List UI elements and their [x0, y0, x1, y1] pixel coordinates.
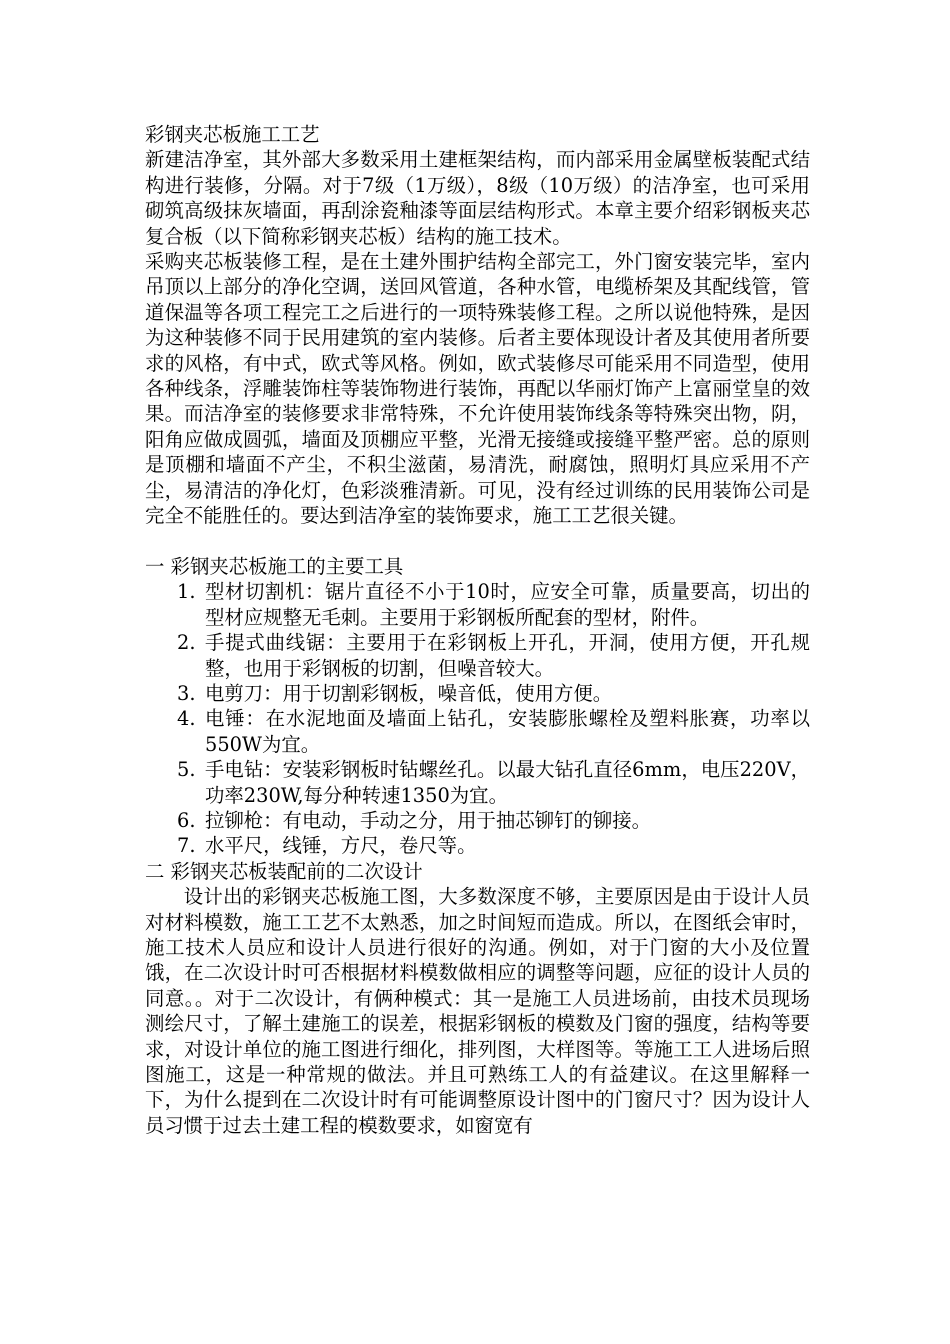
tool-item-number: 4. — [177, 707, 196, 731]
tool-item — [145, 808, 810, 833]
tool-list — [145, 579, 810, 858]
tool-item-number: 1. — [177, 580, 196, 604]
tool-item — [145, 706, 810, 757]
tool-item-text: 手提式曲线锯：主要用于在彩钢板上开孔，开洞，使用方便，开孔规整，也用于彩钢板的切割，但噪音较大。 — [205, 631, 810, 680]
tool-item — [145, 630, 810, 681]
tool-item — [145, 833, 810, 858]
tool-item-number: 2. — [177, 631, 196, 655]
tool-item-text: 型材切割机：锯片直径不小于10时，应安全可靠，质量要高，切出的型材应规整无毛刺。主要用于彩钢板所配套的型材，附件。 — [205, 580, 810, 629]
intro-paragraph-2: 采购夹芯板装修工程，是在土建外围护结构全部完工，外门窗安装完毕，室内吊顶以上部分的净化空调，送回风管道，各种水管，电缆桥架及其配线管，管道保温等各项工程完工之后进行的一项特殊装修工程。之所以说他特殊，是因为这种装修不同于民用建筑的室内装修。后者主要体现设计者及其使用者所要求的风格，有中式，欧式等风格。例如，欧式装修尽可能采用不同造型，使用各种线条，浮雕装饰柱等装饰物进行装饰，再配以华丽灯饰产上富丽堂皇的效果。而洁净室的装修要求非常特殊，不允许使用装饰线条等特殊突出物，阴，阳角应做成圆弧，墙面及顶棚应平整，光滑无接缝或接缝平整严密。总的原则是顶棚和墙面不产尘，不积尘滋菌，易清洗，耐腐蚀，照明灯具应采用不产尘，易清洁的净化灯，色彩淡雅清新。可见，没有经过训练的民用装饰公司是完全不能胜任的。要达到洁净室的装饰要求，施工工艺很关键。 — [145, 250, 810, 528]
tool-item-text: 电锤：在水泥地面及墙面上钻孔，安装膨胀螺栓及塑料胀赛，功率以550W为宜。 — [205, 707, 810, 756]
tool-item-text: 拉铆枪：有电动，手动之分，用于抽芯铆钉的铆接。 — [205, 808, 651, 832]
tool-item — [145, 757, 810, 808]
tool-item-text: 水平尺，线锤，方尺，卷尺等。 — [205, 834, 477, 858]
section-2-heading: 二 彩钢夹芯板装配前的二次设计 — [145, 859, 423, 883]
tool-item-number: 5. — [177, 758, 196, 782]
tool-item-text: 手电钻：安装彩钢板时钻螺丝孔。以最大钻孔直径6mm，电压220V，功率230W,每分种转速1350为宜。 — [205, 758, 810, 807]
document-title: 彩钢夹芯板施工工艺 — [145, 123, 320, 146]
tool-item-number: 7. — [177, 834, 196, 858]
tool-item-number: 3. — [177, 681, 196, 705]
section-2-paragraph — [145, 884, 810, 1138]
section-2-body: 设计出的彩钢夹芯板施工图，大多数深度不够，主要原因是由于设计人员对材料模数，施工工艺不太熟悉，加之时间短而造成。所以，在图纸会审时，施工技术人员应和设计人员进行很好的沟通。例如，对于门窗的大小及位置饿，在二次设计时可否根据材料模数做相应的调整等问题，应征的设计人员的同意。。对于二次设计，有俩种模式：其一是施工人员进场前，由技术员现场测绘尺寸，了解土建施工的误差，根据彩钢板的模数及门窗的强度，结构等要求，对设计单位的施工图进行细化，排列图，大样图等。等施工工人进场后照图施工，这是一种常规的做法。并且可熟练工人的有益建议。在这里解释一下，为什么提到在二次设计时有可能调整原设计图中的门窗尺寸？因为设计人员习惯于过去土建工程的模数要求， — [145, 885, 810, 1137]
section-2-trailing: 如窗宽有 — [455, 1113, 533, 1137]
blank-line — [145, 529, 810, 554]
intro-paragraph-1: 新建洁净室，其外部大多数采用土建框架结构，而内部采用金属壁板装配式结构进行装修，分隔。对于7级（1万级），8级（10万级）的洁净室，也可采用砌筑高级抹灰墙面，再刮涂瓷釉漆等面层结构形式。本章主要介绍彩钢板夹芯复合板（以下简称彩钢夹芯板）结构的施工技术。 — [145, 148, 810, 248]
tool-item-text: 电剪刀：用于切割彩钢板，噪音低，使用方便。 — [205, 681, 613, 705]
tool-item — [145, 579, 810, 630]
tool-item — [145, 681, 810, 706]
section-1-heading: 一 彩钢夹芯板施工的主要工具 — [145, 554, 404, 578]
tool-item-number: 6. — [177, 808, 196, 832]
document-page — [145, 122, 810, 1138]
